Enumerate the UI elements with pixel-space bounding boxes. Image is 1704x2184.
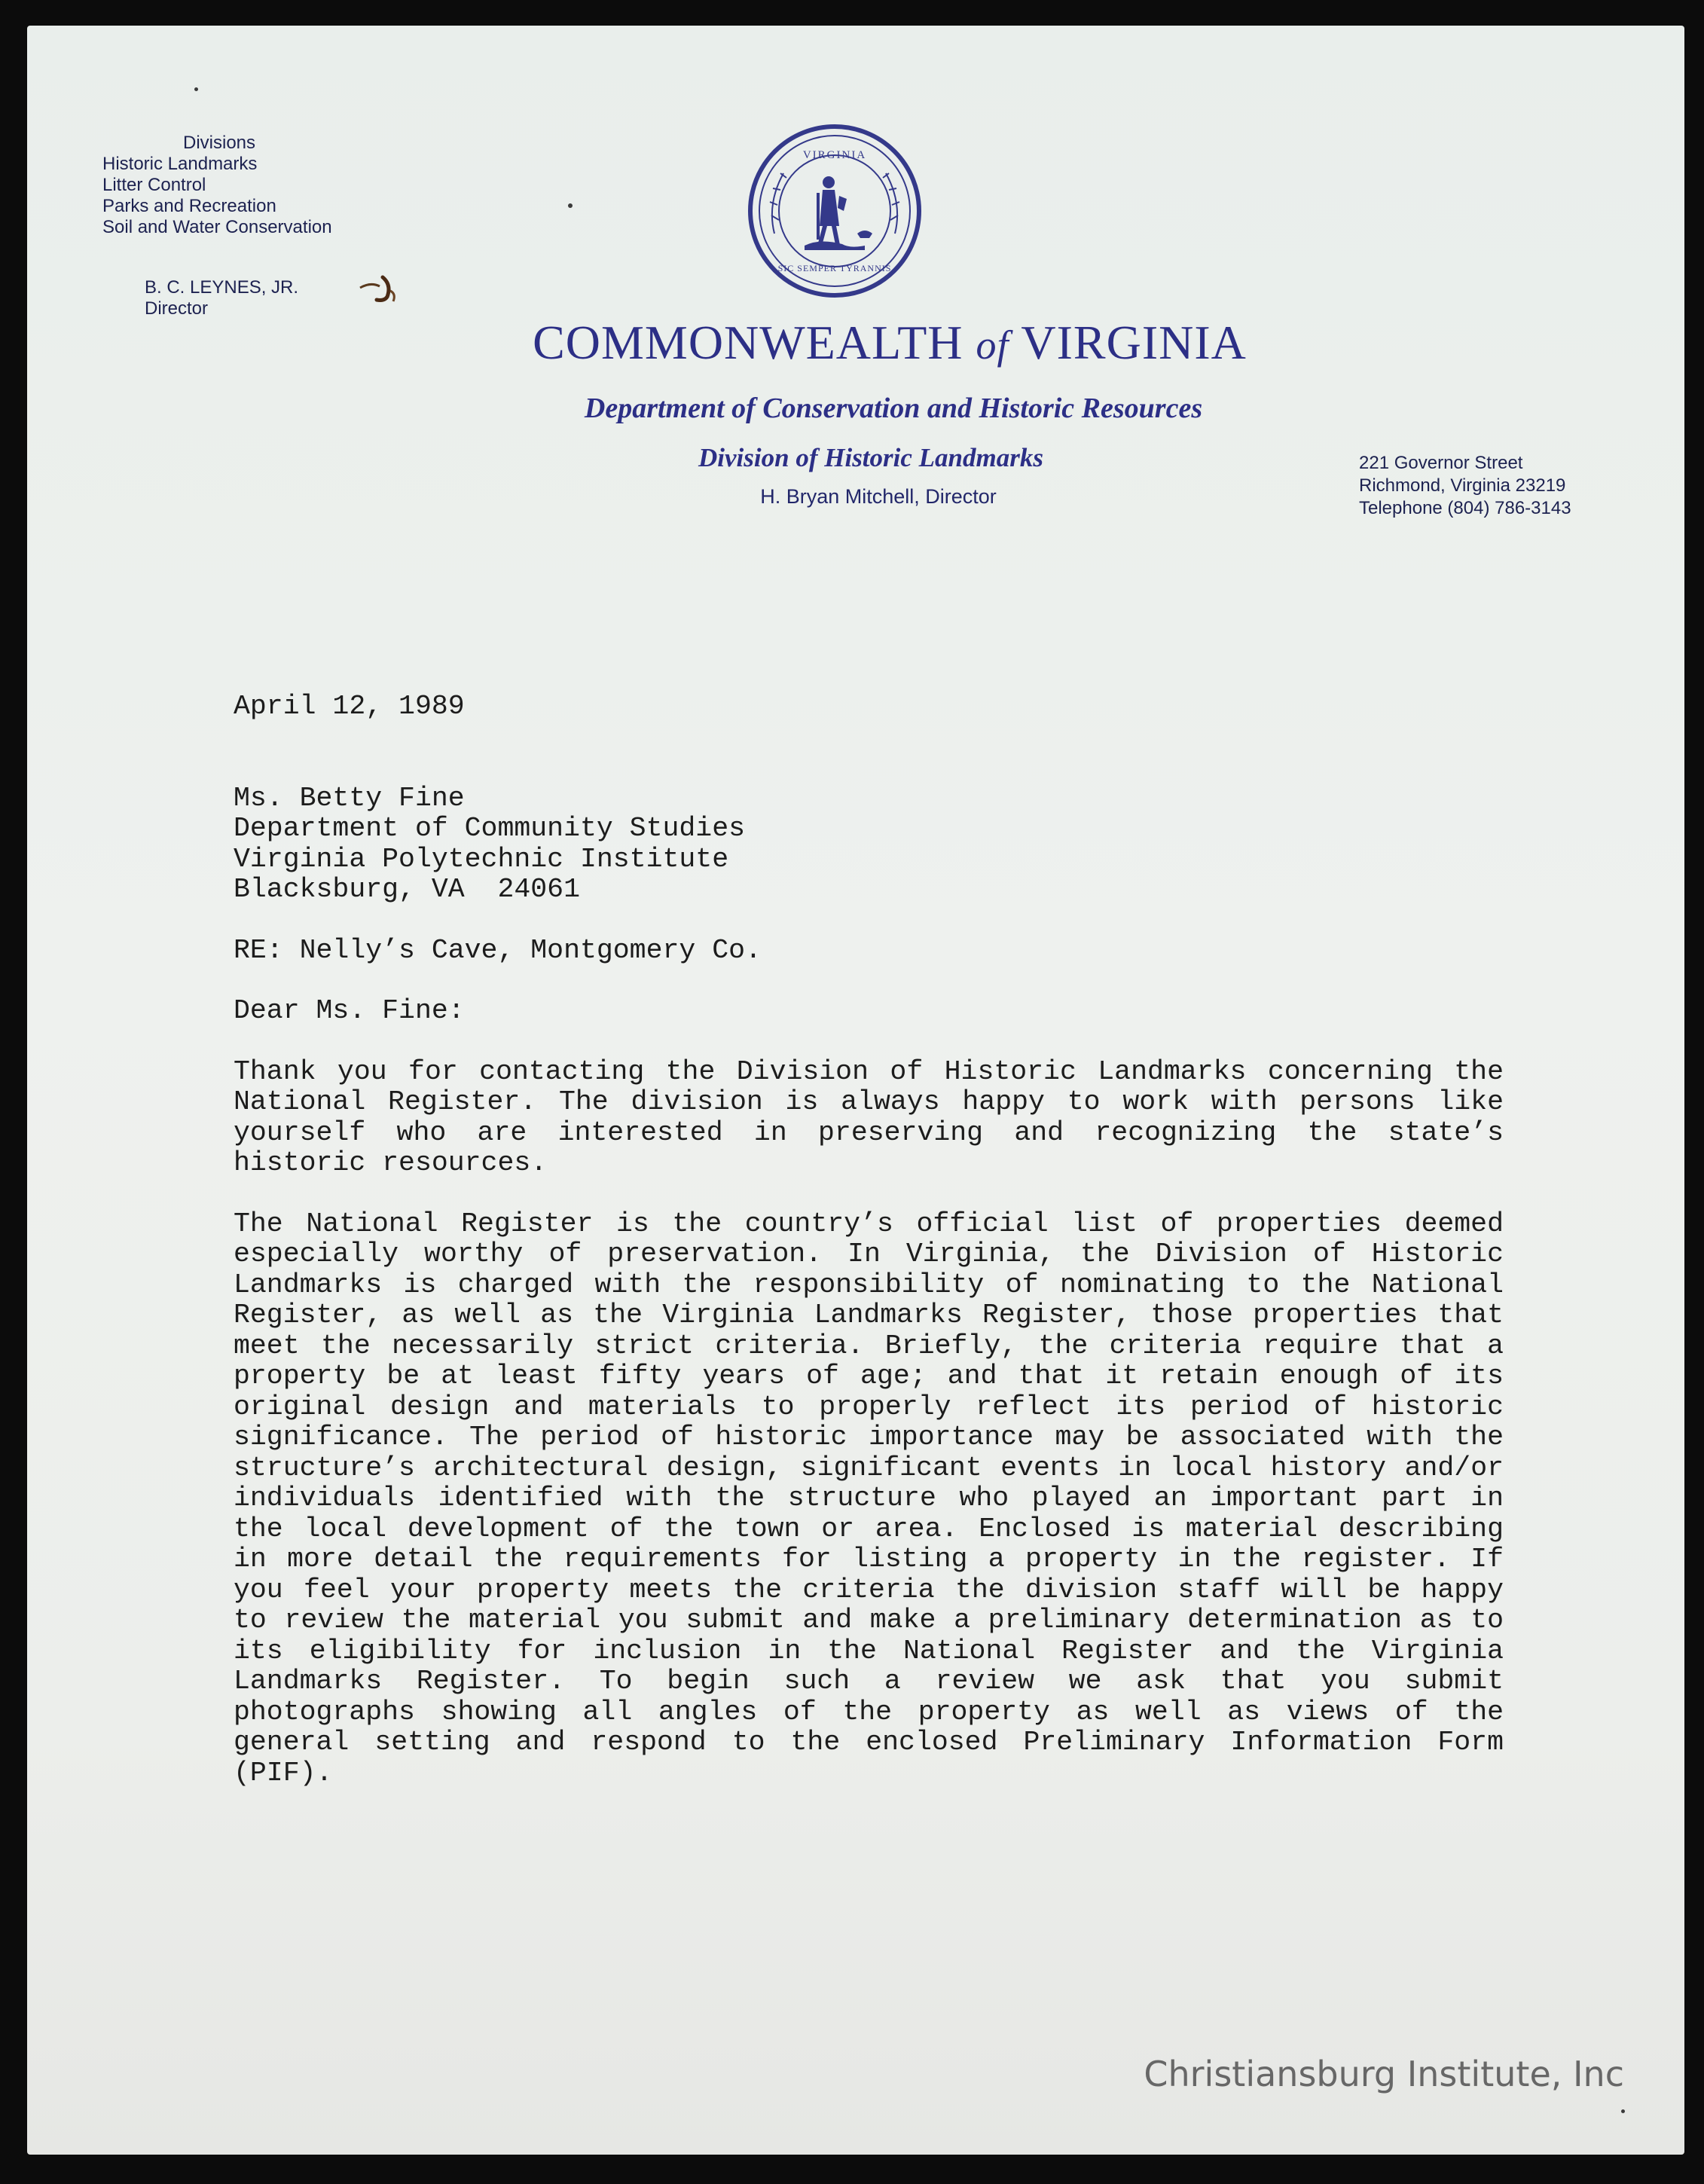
archive-watermark: Christiansburg Institute, Inc [1144,2054,1624,2094]
state-title [0,315,1704,371]
department-director-title: Director [145,298,209,319]
department-director [145,277,298,319]
seal-motto-top: VIRGINIA [802,149,867,161]
paragraph-intro: Thank you for contacting the Division of Historic Landmarks concerning the National Register. The division is always happy to work with persons like yourself who are interested in preserving and recognizing the state’s historic resources. [234,1055,1504,1178]
paper-speck [194,87,198,91]
division-item: Soil and Water Conservation [102,217,332,237]
state-title-name: VIRGINIA [1021,316,1247,369]
recipient-line: Blacksburg, VA 24061 [234,874,580,905]
paragraph-register-criteria: The National Register is the country’s official list of properties deemed especially worthy of preservation. In Virginia, the Division of Historic Landmarks is charged with the responsibility of nominating to the National Register, as well as the Virginia Landmarks Register, those properties that meet the necessarily strict criteria. Briefly, the criteria require that a property be at least fifty years of age; and that it retain enough of its original design and materials to properly reflect its period of historic significance. The period of historic importance may be associated with the structure’s architectural design, significant events in local history and/or individuals identified with the structure who played an important part in the local development of the town or area. Enclosed is material describing in more detail the requirements for listing a property in the register. If you feel your property meets the criteria the division staff will be happy to review the material you submit and make a preliminary determination as to its eligibility for inclusion in the National Register and the Virginia Landmarks Register. To begin such a review we ask that you submit photographs showing all angles of the property as well as views of the general setting and respond to the enclosed Preliminary Information Form (PIF). [234,1208,1504,1788]
division-name: Division of Historic Landmarks [698,443,1043,472]
address-phone: Telephone (804) 786-3143 [1359,498,1571,518]
paper-speck [568,203,573,208]
state-title-main: COMMONWEALTH [533,316,963,369]
initials-ink-mark [354,271,407,309]
letter-body [234,692,1504,1788]
recipient-line: Ms. Betty Fine [234,782,465,814]
recipient-line: Department of Community Studies [234,813,746,844]
subject-line: RE: Nelly’s Cave, Montgomery Co. [234,934,762,966]
letter-date: April 12, 1989 [234,691,465,722]
paper-speck [1621,2109,1625,2113]
division-director: H. Bryan Mitchell, Director [760,485,997,508]
recipient-address [234,783,1504,906]
virginia-state-seal [744,121,925,301]
salutation: Dear Ms. Fine: [234,995,465,1026]
recipient-line: Virginia Polytechnic Institute [234,843,729,875]
address-street: 221 Governor Street [1359,453,1523,473]
divisions-heading: Divisions [183,133,256,153]
address-city: Richmond, Virginia 23219 [1359,475,1566,496]
state-title-of: of [976,322,1009,368]
seal-motto-bottom: SIC SEMPER TYRANNIS [777,263,892,273]
department-director-name: B. C. LEYNES, JR. [145,277,299,298]
division-item: Parks and Recreation [102,196,276,216]
divisions-list [102,133,332,238]
department-name: Department of Conservation and Historic Resources [584,393,1203,424]
division-item: Historic Landmarks [102,154,258,174]
office-address [1359,452,1571,520]
division-item: Litter Control [102,175,206,195]
